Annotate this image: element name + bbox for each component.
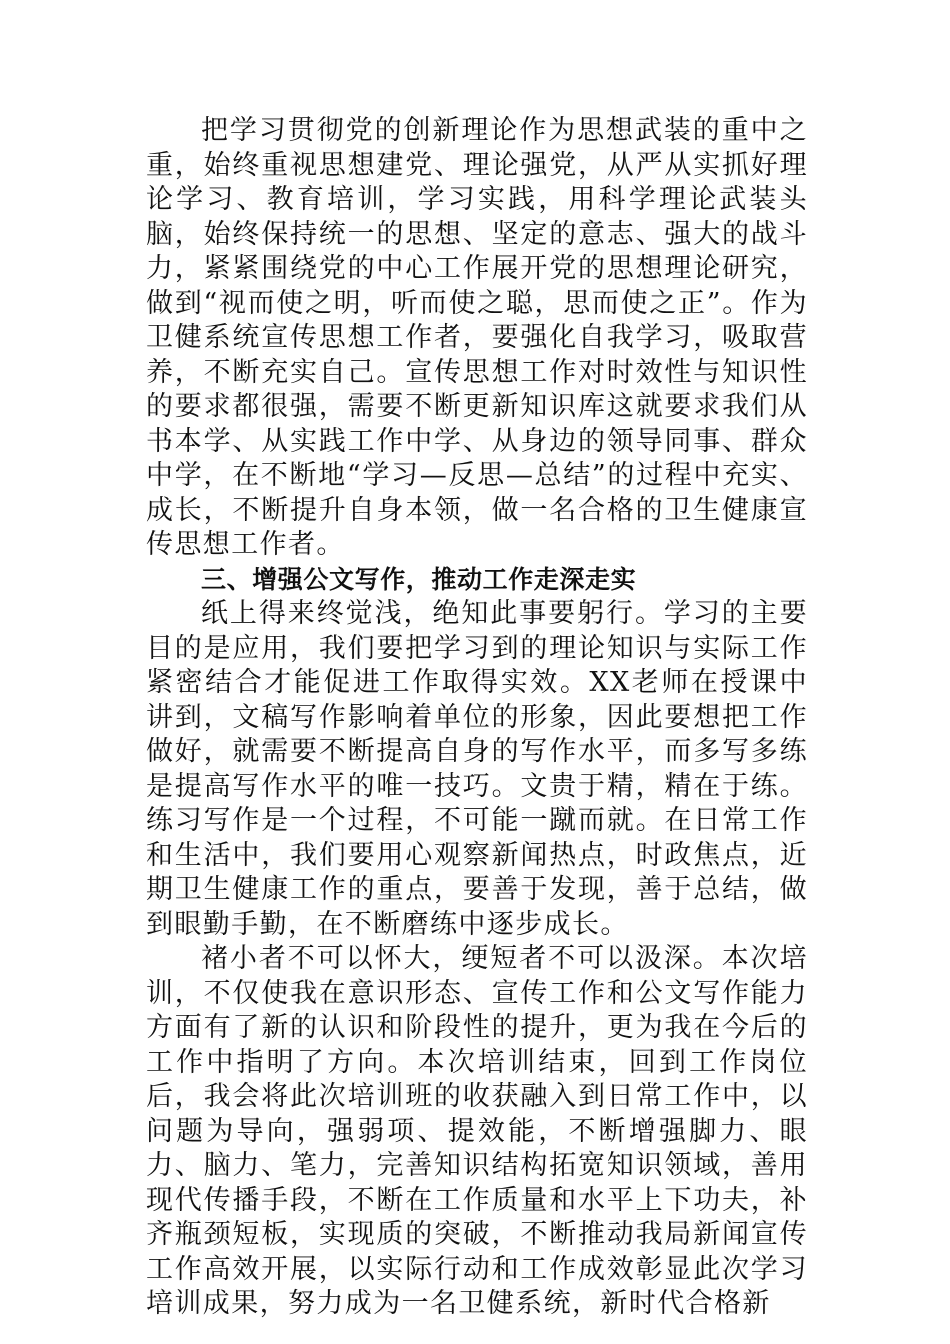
paragraph-writing-practice: 纸上得来终觉浅，绝知此事要躬行。学习的主要目的是应用，我们要把学习到的理论知识与实际工作紧密结合才能促进工作取得实效。XX老师在授课中讲到，文稿写作影响着单位的形象，因此要想把工作做好，就需要不断提高自身的写作水平，而多写多练是提高写作水平的唯一技巧。文贵于精，精在于练。练习写作是一个过程，不可能一蹴而就。在日常工作和生活中，我们要用心观察新闻热点，时政焦点，近期卫生健康工作的重点，要善于发现，善于总结，做到眼勤手勤，在不断磨练中逐步成长。 bbox=[146, 598, 808, 940]
section-heading-writing: 三、增强公文写作，推动工作走深走实 bbox=[201, 564, 637, 594]
document-body bbox=[146, 114, 808, 1322]
paragraph-theory-study: 把学习贯彻党的创新理论作为思想武装的重中之重，始终重视思想建党、理论强党，从严从实抓好理论学习、教育培训，学习实践，用科学理论武装头脑，始终保持统一的思想、坚定的意志、强大的战斗力，紧紧围绕党的中心工作展开党的思想理论研究，做到“视而使之明，听而使之聪，思而使之正”。作为卫健系统宣传思想工作者，要强化自我学习，吸取营养，不断充实自己。宣传思想工作对时效性与知识性的要求都很强，需要不断更新知识库这就要求我们从书本学、从实践工作中学、从身边的领导同事、群众中学，在不断地“学习—反思—总结”的过程中充实、成长，不断提升自身本领，做一名合格的卫生健康宣传思想工作者。 bbox=[146, 115, 808, 560]
paragraph-training-summary: 褚小者不可以怀大，绠短者不可以汲深。本次培训，不仅使我在意识形态、宣传工作和公文写作能力方面有了新的认识和阶段性的提升，更为我在今后的工作中指明了方向。本次培训结束，回到工作岗位后，我会将此次培训班的收获融入到日常工作中，以问题为导向，强弱项、提效能，不断增强脚力、眼力、脑力、笔力，完善知识结构拓宽知识领域，善用现代传播手段，不断在工作质量和水平上下功夫，补齐瓶颈短板，实现质的突破，不断推动我局新闻宣传工作高效开展，以实际行动和工作成效彰显此次学习培训成果，努力成为一名卫健系统，新时代合格新 bbox=[146, 943, 808, 1319]
